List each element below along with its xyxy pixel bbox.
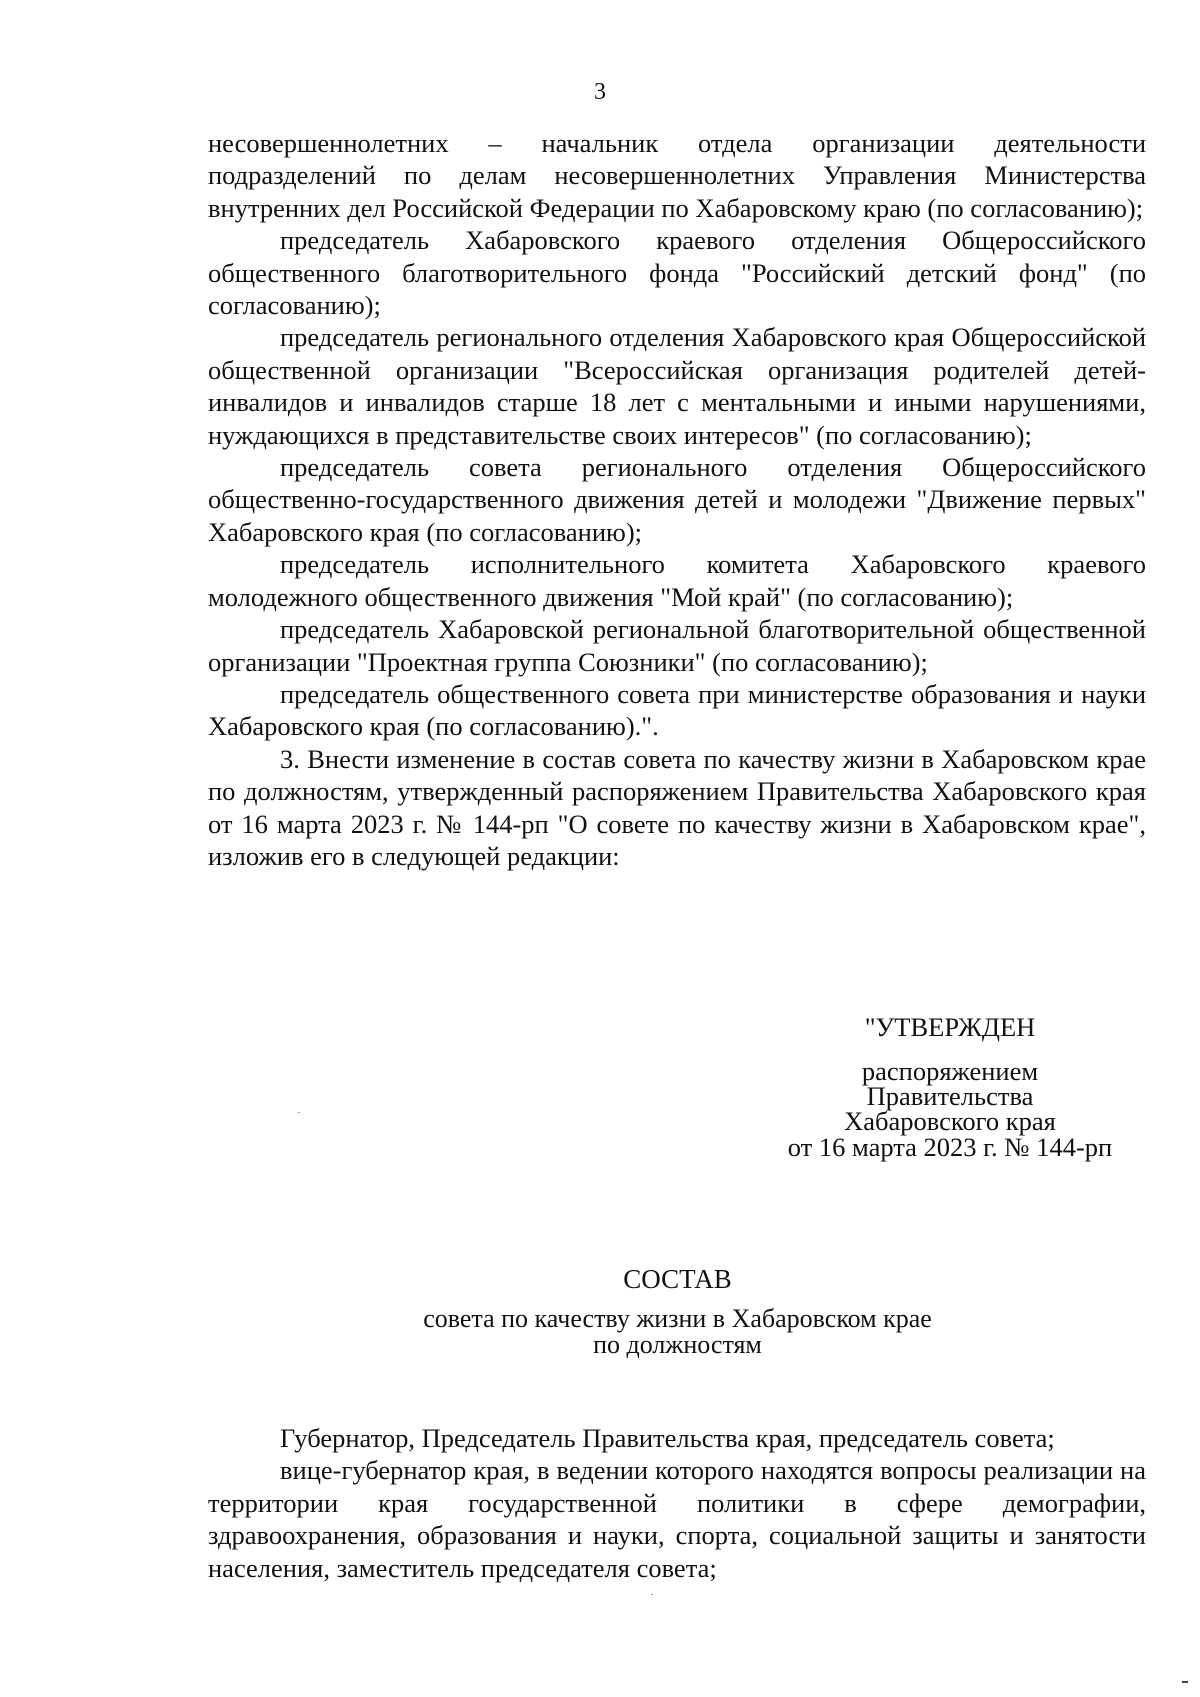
approval-line-1: распоряжением: [861, 1056, 1039, 1086]
scan-speck: [1182, 1681, 1188, 1683]
composition-subtitle: [0, 1306, 1200, 1358]
approval-authority: [740, 1056, 1160, 1136]
approval-line-2: Правительства: [866, 1081, 1034, 1111]
paragraph-member-childrens-fund: председатель Хабаровского краевого отделения Общероссийского общественного благотворительного фонда "Российский детский фонд" (по согласованию);: [208, 225, 1146, 321]
paragraph-vice-governor: вице-губернатор края, в ведении которого находятся вопросы реализации на территории края государственной политики в сфере демографии, здравоохранения, образования и науки, спорта, социальной защиты и занятости населения, заместитель председателя совета;: [208, 1455, 1146, 1583]
body-text-top: [208, 127, 1146, 872]
paragraph-item-3: 3. Внести изменение в состав совета по качеству жизни в Хабаровском крае по должностям, утвержденный распоряжением Правительства Хабаровского края от 16 марта 2023 г. № 144-рп "О совете по качеству жизни в Хабаровском крае", изложив его в следующей редакции:: [208, 743, 1146, 871]
body-text-bottom: [208, 1422, 1146, 1584]
composition-title: СОСТАВ: [623, 1264, 732, 1294]
scan-speck: [298, 1112, 300, 1113]
scan-speck: [651, 1594, 653, 1595]
paragraph-continuation: несовершеннолетних – начальник отдела организации деятельности подразделений по делам несовершеннолетних Управления Министерства внутренних дел Российской Федерации по Хабаровскому краю (по согласованию);: [208, 128, 1146, 223]
paragraph-member-my-region: председатель исполнительного комитета Хабаровского краевого молодежного общественного движения "Мой край" (по согласованию);: [208, 549, 1146, 612]
paragraph-member-parents-organization: председатель регионального отделения Хабаровского края Общероссийской общественной организации "Всероссийская организация родителей детей-инвалидов и инвалидов старше 18 лет с ментальными и иными нарушениями, нуждающихся в представительстве своих интересов" (по согласованию);: [208, 322, 1146, 450]
approval-heading: "УТВЕРЖДЕН: [864, 1012, 1036, 1042]
composition-subtitle-line-1: совета по качеству жизни в Хабаровском крае: [423, 1304, 932, 1333]
composition-subtitle-line-2: по должностям: [593, 1330, 762, 1359]
page-number: 3: [594, 79, 606, 105]
paragraph-member-allies-group: председатель Хабаровской региональной благотворительной общественной организации "Проектная группа Союзники" (по согласованию);: [208, 614, 1146, 677]
approval-date: от 16 марта 2023 г. № 144-рп: [787, 1132, 1113, 1162]
paragraph-governor: Губернатор, Председатель Правительства края, председатель совета;: [280, 1423, 1055, 1453]
paragraph-member-movement-first: председатель совета регионального отделения Общероссийского общественно-государственного движения детей и молодежи "Движение первых" Хабаровского края (по согласованию);: [208, 452, 1146, 547]
approval-line-3: Хабаровского края: [844, 1106, 1056, 1136]
paragraph-member-public-council: председатель общественного совета при министерстве образования и науки Хабаровского края (по согласованию).".: [208, 678, 1146, 742]
